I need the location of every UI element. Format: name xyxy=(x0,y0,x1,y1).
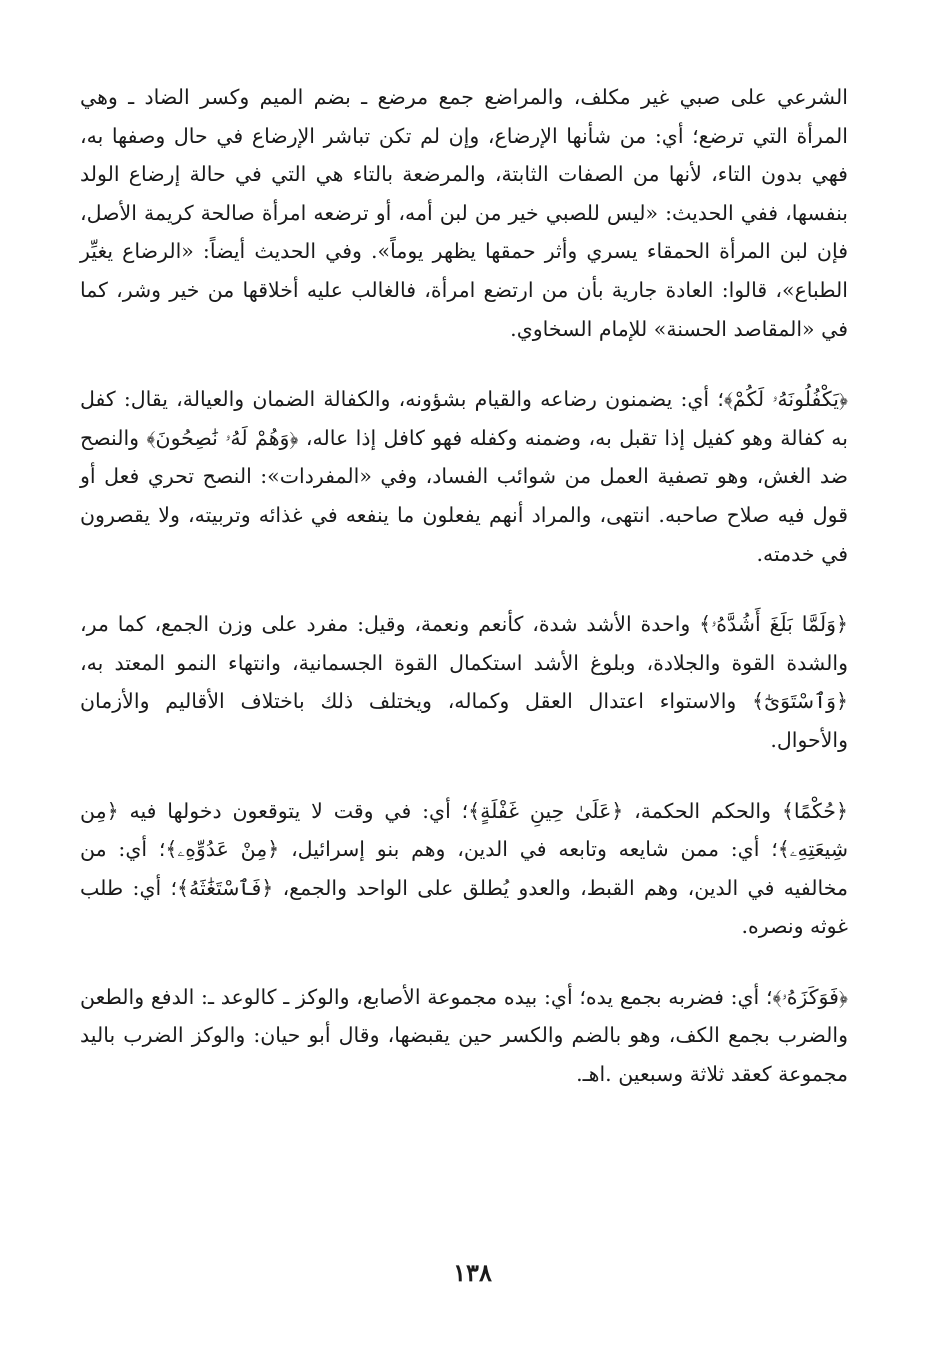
paragraph-4: ﴿حُكْمًا﴾ والحكم الحكمة، ﴿عَلَىٰ حِينِ غَفْلَةٍ﴾؛ أي: في وقت لا يتوقعون دخولها فيه ﴿مِن شِيعَتِهِۦ﴾؛ أي: ممن شايعه وتابعه في الدين، وهم بنو إسرائيل، ﴿مِنْ عَدُوِّهِۦ﴾؛ أي: من مخالفيه في الدين، وهم القبط، والعدو يُطلق على الواحد والجمع، ﴿فَٱسْتَغَٰثَهُ﴾؛ أي: طلب غوثه ونصره. xyxy=(80,798,848,939)
paragraph-3: ﴿وَلَمَّا بَلَغَ أَشُدَّهُۥ﴾ واحدة الأشد شدة، كأنعم ونعمة، وقيل: مفرد على وزن الجمع، كما مر، والشدة القوة والجلادة، وبلوغ الأشد استكمال القوة الجسمانية، وانتهاء النمو المعتد به، ﴿وَٱسْتَوَىٰٓ﴾ والاستواء اعتدال العقل وكماله، ويختلف ذلك باختلاف الأقاليم والأزمان والأحوال. xyxy=(80,612,848,752)
paragraph-1: الشرعي على صبي غير مكلف، والمراضع جمع مرضع ـ بضم الميم وكسر الضاد ـ وهي المرأة التي ترضع؛ أي: من شأنها الإرضاع، وإن لم تكن تباشر الإرضاع في حال وصفها به، فهي بدون التاء، لأنها من الصفات الثابتة، والمرضعة بالتاء هي التي في حالة إرضاع الولد بنفسها، ففي الحديث: «ليس للصبي خير من لبن أمه، أو ترضعه امرأة صالحة كريمة الأصل، فإن لبن المرأة الحمقاء يسري وأثر حمقها يظهر يوماً». وفي الحديث أيضاً: «الرضاع يغيِّر الطباع»، قالوا: العادة جارية بأن من ارتضع امرأة، فالغالب عليه أخلاقها من خير وشر، كما في «المقاصد الحسنة» للإمام السخاوي. xyxy=(80,85,848,341)
page-body xyxy=(80,78,848,1126)
paragraph-2: ﴿يَكْفُلُونَهُۥ لَكُمْ﴾؛ أي: يضمنون رضاعه والقيام بشؤونه، والكفالة الضمان والعيالة، يقال: كفل به كفالة وهو كفيل إذا تقبل به، وضمنه وكفله فهو كافل إذا عاله، ﴿وَهُمْ لَهُۥ نَٰصِحُونَ﴾ والنصح ضد الغش، وهو تصفية العمل من شوائب الفساد، وفي «المفردات»: النصح تحري فعل أو قول فيه صلاح صاحبه. انتهى، والمراد أنهم يفعلون ما ينفعه في غذائه وتربيته، ولا يقصرون في خدمته. xyxy=(80,387,848,566)
paragraph-5: ﴿فَوَكَزَهُۥ﴾؛ أي: فضربه بجمع يده؛ أي: بيده مجموعة الأصابع، والوكز ـ كالوعد ـ: الدفع والطعن والضرب بجمع الكف، وهو بالضم والكسر حين يقبضها، وقال أبو حيان: والوكز الضرب باليد مجموعة كعقد ثلاثة وسبعين .اهـ. xyxy=(80,984,848,1087)
page-number: ١٣٨ xyxy=(453,1258,492,1287)
